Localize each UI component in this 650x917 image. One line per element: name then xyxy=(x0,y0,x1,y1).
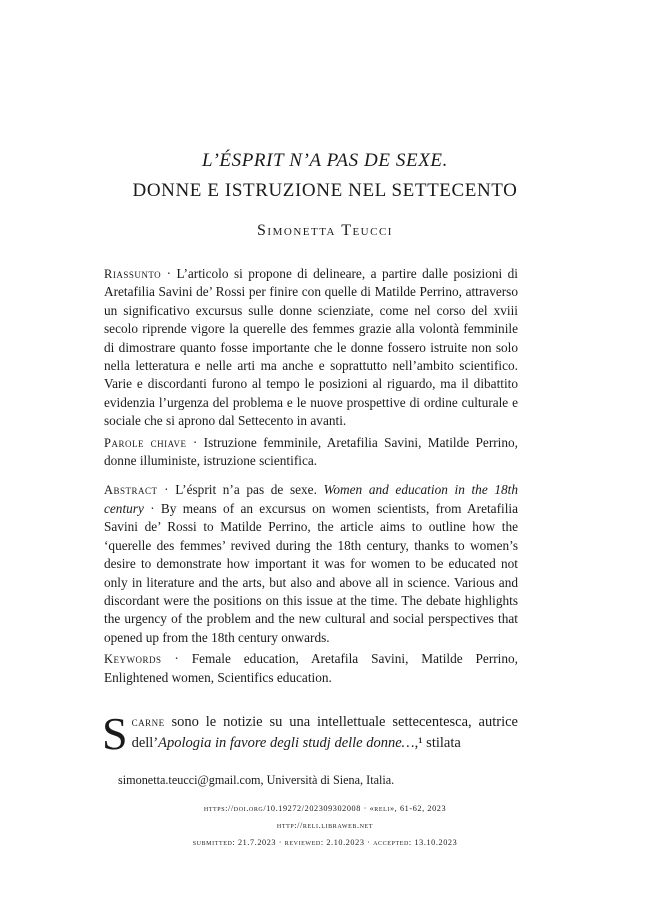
riassunto-paragraph xyxy=(104,265,518,431)
intro-first-word: carne xyxy=(131,715,165,729)
riassunto-label: Riassunto xyxy=(104,267,162,281)
author-footnote: simonetta.teucci@gmail.com, Università di Siena, Italia. xyxy=(118,773,395,787)
abstract-block xyxy=(104,265,518,690)
parole-chiave-text: Istruzione femminile, Aretafilia Savini, Matilde Perrino, donne illuministe, istruzione scientifica. xyxy=(104,434,519,469)
parole-chiave-paragraph xyxy=(104,434,518,471)
abstract-title-plain: L’ésprit n’a pas de sexe. xyxy=(175,482,324,498)
drop-cap: S xyxy=(102,708,128,759)
riassunto-separator: · xyxy=(161,266,177,281)
article-title-line-2: DONNE E ISTRUZIONE NEL SETTECENTO xyxy=(132,180,518,201)
author-name: Simonetta Teucci xyxy=(257,222,393,239)
parole-chiave-label: Parole chiave xyxy=(104,435,187,450)
abstract-paragraph xyxy=(104,481,518,647)
article-title-line-1: L’ÉSPRIT N’A PAS DE SEXE. xyxy=(202,150,448,171)
website-link[interactable]: http://reli.libraweb.net xyxy=(276,821,374,830)
parole-chiave-separator: · xyxy=(186,434,204,450)
intro-italic-title: Apologia in favore degli studj delle donne… xyxy=(158,735,415,751)
abstract-title-italic: Women and education in the 18th century xyxy=(104,482,519,516)
dates-line: submitted: 21.7.2023 · reviewed: 2.10.2023 · accepted: 13.10.2023 xyxy=(192,838,458,847)
intro-paragraph xyxy=(102,708,518,759)
keywords-label: Keywords xyxy=(104,652,162,667)
page-footer xyxy=(0,800,650,851)
keywords-separator: · xyxy=(161,651,192,667)
abstract-separator: · xyxy=(157,482,176,498)
intro-text-2: ,¹ stilata xyxy=(414,735,461,751)
keywords-paragraph xyxy=(104,650,518,687)
doi-line: https://doi.org/10.19272/202309302008 · «reli», 61-62, 2023 xyxy=(203,804,447,813)
abstract-text: · By means of an excursus on women scientists, from Aretafilia Savini de’ Rossi to Matilde Perrino, the article aims to outline how the ‘querelle des femmes’ revived during the 18th century, thanks to women’s desire to demonstrate how important it was for women to be educated not only in literature and the arts, but also and above all in science. Various and discordant were the positions on this issue at the time. The debate highlights the urgency of the problem and the new cultural and social perspectives that opened up from the 18th century onwards. xyxy=(104,500,518,645)
riassunto-text: L’articolo si propone di delineare, a partire dalle posizioni di Aretafilia Savini de’ Rossi per finire con quelle di Matilde Perrino, attraverso un significativo excursus sulle donne scienziate, come nel corso del xviii secolo riprende vigore la querelle des femmes grazie alla volontà femminile di dimostrare quanto fosse importante che le donne fossero istruite non solo nella letteratura e nelle arti ma anche e soprattutto nell’ambito scientifico. Varie e discordanti furono al tempo le posizioni al riguardo, ma il dibattito evidenzia l’urgenza del problema e le nuove prospettive di ordine culturale e sociale che si aprono dal Settecento in avanti. xyxy=(104,266,518,429)
abstract-label: Abstract xyxy=(104,483,158,498)
keywords-text: Female education, Aretafila Savini, Matilde Perrino, Enlightened women, Scientifics education. xyxy=(104,651,519,685)
intro-text-1: sono le notizie su una intellettuale settecentesca, autrice dell’ xyxy=(131,714,518,751)
title-block xyxy=(0,148,650,240)
